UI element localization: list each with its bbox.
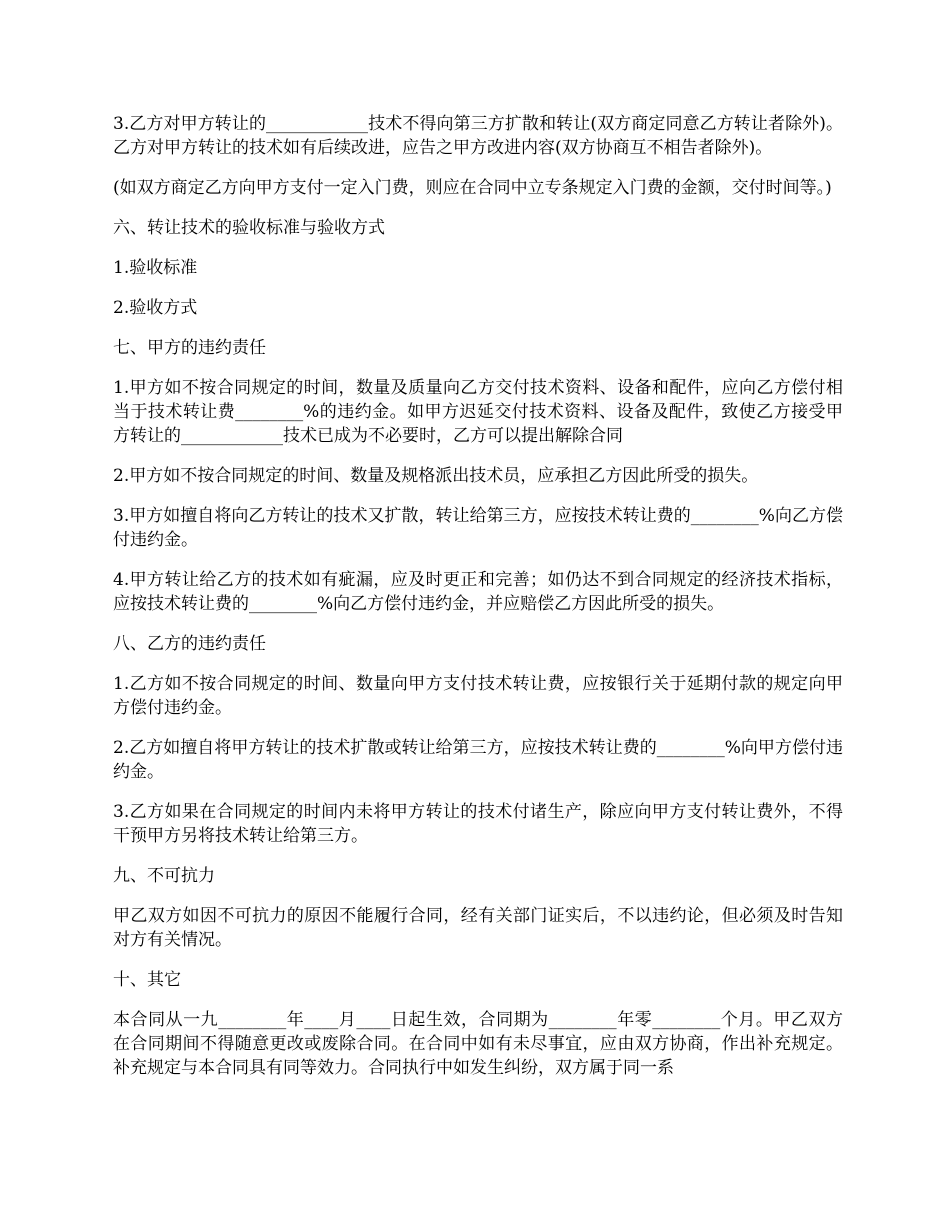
clause-paragraph: 4.甲方转让给乙方的技术如有疵漏，应及时更正和完善；如仍达不到合同规定的经济技术指标，应按技术转让费的________%向乙方偿付违约金，并应赔偿乙方因此所受的损失。 xyxy=(113,570,843,614)
clause-paragraph: 1.甲方如不按合同规定的时间，数量及质量向乙方交付技术资料、设备和配件，应向乙方偿付相当于技术转让费________%的违约金。如甲方迟延交付技术资料、设备及配件，致使乙方接受甲方转让的____________技术已成为不必要时，乙方可以提出解除合同 xyxy=(113,378,843,446)
clause-paragraph: 甲乙双方如因不可抗力的原因不能履行合同，经有关部门证实后，不以违约论，但必须及时告知对方有关情况。 xyxy=(113,906,843,950)
clause-paragraph: 2.乙方如擅自将甲方转让的技术扩散或转让给第三方，应按技术转让费的________%向甲方偿付违约金。 xyxy=(113,738,843,782)
clause-paragraph: 3.甲方如擅自将向乙方转让的技术又扩散，转让给第三方，应按技术转让费的________%向乙方偿付违约金。 xyxy=(113,506,843,550)
clause-paragraph: 3.乙方如果在合同规定的时间内未将甲方转让的技术付诸生产，除应向甲方支付转让费外，不得干预甲方另将技术转让给第三方。 xyxy=(113,802,843,846)
section-heading: 七、甲方的违约责任 xyxy=(113,338,266,358)
document-body xyxy=(113,112,843,1096)
section-heading: 八、乙方的违约责任 xyxy=(113,634,266,654)
note-paragraph: (如双方商定乙方向甲方支付一定入门费，则应在合同中立专条规定入门费的金额，交付时间等。) xyxy=(113,178,832,198)
section-heading: 六、转让技术的验收标准与验收方式 xyxy=(113,218,385,238)
clause-paragraph: 3.乙方对甲方转让的____________技术不得向第三方扩散和转让(双方商定同意乙方转让者除外)。乙方对甲方转让的技术如有后续改进，应告之甲方改进内容(双方协商互不相告者除外)。 xyxy=(113,114,843,158)
clause-paragraph: 1.乙方如不按合同规定的时间、数量向甲方支付技术转让费，应按银行关于延期付款的规定向甲方偿付违约金。 xyxy=(113,674,843,718)
clause-paragraph: 2.验收方式 xyxy=(113,298,198,318)
section-heading: 十、其它 xyxy=(113,970,181,990)
section-heading: 九、不可抗力 xyxy=(113,866,215,886)
clause-paragraph: 2.甲方如不按合同规定的时间、数量及规格派出技术员，应承担乙方因此所受的损失。 xyxy=(113,466,759,486)
clause-paragraph: 本合同从一九________年____月____日起生效，合同期为________年零________个月。甲乙双方在合同期间不得随意更改或废除合同。在合同中如有未尽事宜，应由双方协商，作出补充规定。补充规定与本合同具有同等效力。合同执行中如发生纠纷，双方属于同一系 xyxy=(113,1010,843,1078)
clause-paragraph: 1.验收标准 xyxy=(113,258,198,278)
